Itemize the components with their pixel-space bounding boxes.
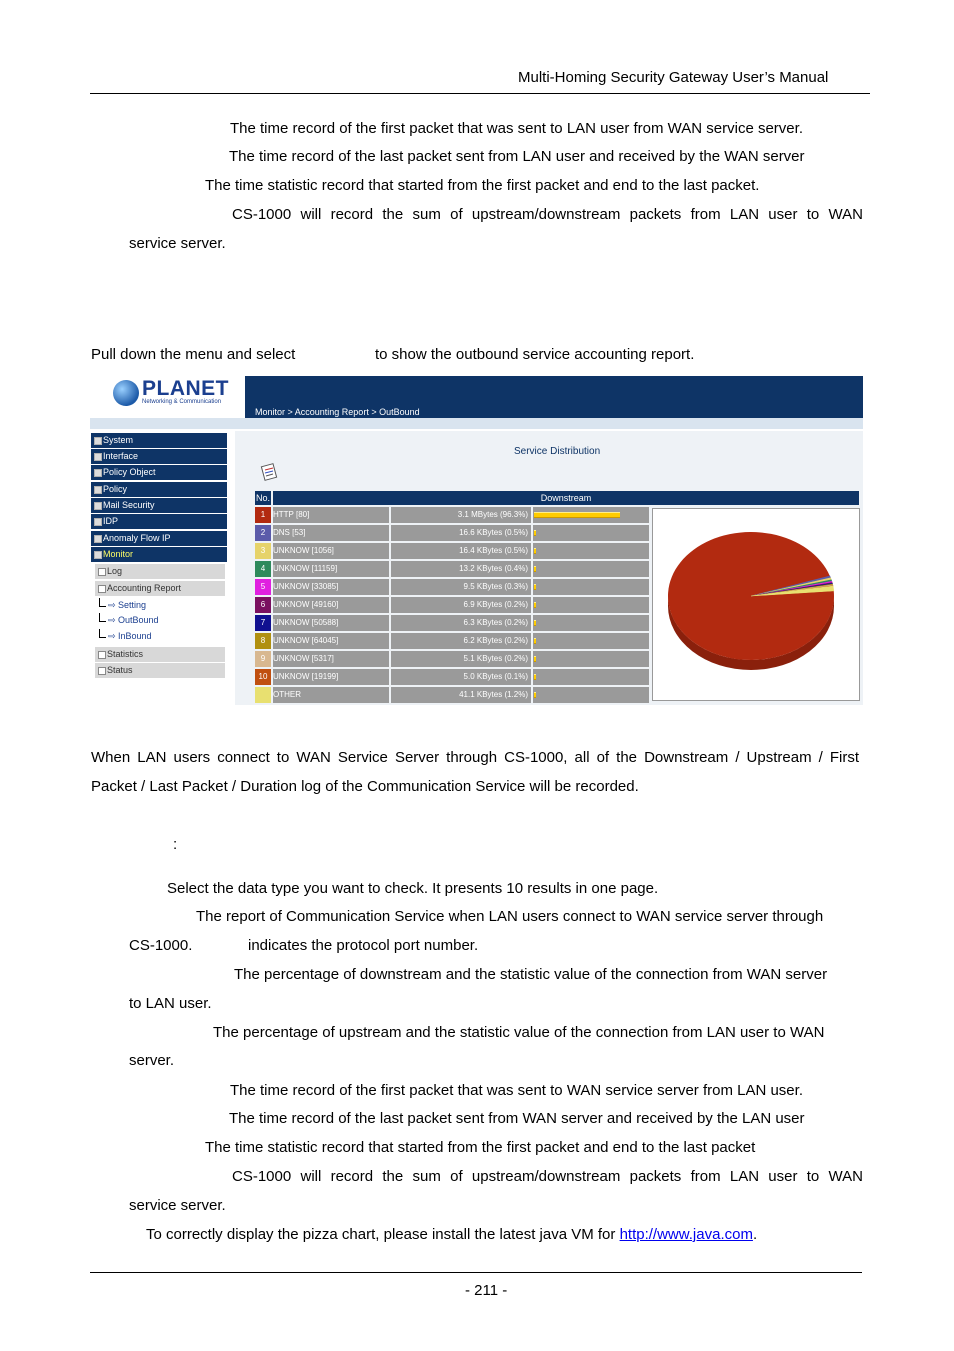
percentage-bar-cell bbox=[533, 669, 649, 685]
paragraph-line: service server. bbox=[129, 1197, 226, 1214]
collapse-icon bbox=[98, 585, 106, 593]
downstream-value: 5.1 KBytes (0.2%) bbox=[391, 651, 531, 667]
instruction-after: to show the outbound service accounting report. bbox=[375, 346, 695, 363]
paragraph-line: indicates the protocol port number. bbox=[248, 937, 479, 954]
submenu-accounting-report[interactable] bbox=[95, 581, 225, 596]
sidebar-item-label: Interface bbox=[103, 451, 139, 461]
logo-tagline: Networking & Communication bbox=[142, 399, 222, 405]
paragraph-line: The time record of the first packet that was sent to WAN service server from LAN user. bbox=[230, 1082, 803, 1099]
percentage-bar bbox=[534, 602, 536, 608]
logo bbox=[90, 376, 243, 418]
column-header-downstream: Downstream bbox=[273, 491, 859, 505]
percentage-bar bbox=[534, 674, 536, 680]
downstream-value: 16.6 KBytes (0.5%) bbox=[391, 525, 531, 541]
note-text: To correctly display the pizza chart, please install the latest java VM for bbox=[146, 1226, 616, 1243]
sidebar-item-policy[interactable] bbox=[91, 482, 227, 497]
row-number bbox=[255, 687, 271, 703]
expand-icon bbox=[94, 469, 102, 477]
paragraph-line: The time statistic record that started from the first packet and end to the last packet bbox=[205, 1139, 756, 1156]
sidebar-item-monitor[interactable] bbox=[91, 547, 227, 562]
percentage-bar-cell bbox=[533, 543, 649, 559]
paragraph-line: : bbox=[173, 836, 178, 853]
service-name: UNKNOW [5317] bbox=[273, 651, 389, 667]
percentage-bar bbox=[534, 656, 536, 662]
logo-wordmark: PLANET bbox=[142, 377, 229, 400]
percentage-bar bbox=[534, 620, 536, 626]
expand-icon bbox=[94, 518, 102, 526]
paragraph-line: The time record of the last packet sent from WAN server and received by the LAN user bbox=[229, 1110, 805, 1127]
sidebar-item-label: Anomaly Flow IP bbox=[103, 533, 171, 543]
downstream-value: 16.4 KBytes (0.5%) bbox=[391, 543, 531, 559]
arrow-right-icon: ⇨ bbox=[108, 600, 116, 610]
sidebar-item-label: Policy Object bbox=[103, 467, 156, 477]
paragraph-line: to LAN user. bbox=[129, 995, 212, 1012]
downstream-value: 6.2 KBytes (0.2%) bbox=[391, 633, 531, 649]
submenu-status[interactable] bbox=[95, 663, 225, 678]
percentage-bar-cell bbox=[533, 615, 649, 631]
submenu-label: Accounting Report bbox=[107, 583, 182, 593]
row-number: 7 bbox=[255, 615, 271, 631]
tree-connector bbox=[99, 629, 106, 638]
service-distribution-title: Service Distribution bbox=[514, 446, 601, 457]
row-number: 2 bbox=[255, 525, 271, 541]
expand-icon bbox=[98, 651, 106, 659]
footer-divider bbox=[90, 1272, 862, 1273]
sidebar-item-label: Policy bbox=[103, 484, 128, 494]
percentage-bar-cell bbox=[533, 525, 649, 541]
paragraph-line: Packet / Last Packet / Duration log of the Communication Service will be recorded. bbox=[91, 778, 639, 795]
expand-icon bbox=[94, 453, 102, 461]
service-name: UNKNOW [64045] bbox=[273, 633, 389, 649]
submenu-log[interactable] bbox=[95, 564, 225, 579]
row-number: 3 bbox=[255, 543, 271, 559]
paragraph-line: The percentage of downstream and the statistic value of the connection from WAN server bbox=[234, 966, 828, 983]
percentage-bar bbox=[534, 548, 536, 554]
paragraph-line: CS-1000 will record the sum of upstream/downstream packets from LAN user to WAN bbox=[232, 1168, 863, 1185]
sidebar-item-label: Mail Security bbox=[103, 500, 155, 510]
pie-chart-panel bbox=[652, 508, 860, 701]
sidebar-item-label: Monitor bbox=[103, 549, 134, 559]
paragraph-line: server. bbox=[129, 1052, 175, 1069]
header-divider bbox=[90, 93, 870, 94]
downstream-value: 6.3 KBytes (0.2%) bbox=[391, 615, 531, 631]
submenu-statistics[interactable] bbox=[95, 647, 225, 662]
banner-strip bbox=[90, 418, 863, 429]
pie-chart bbox=[653, 509, 859, 700]
report-icon bbox=[260, 463, 278, 481]
percentage-bar bbox=[534, 692, 536, 698]
row-number: 6 bbox=[255, 597, 271, 613]
row-number: 4 bbox=[255, 561, 271, 577]
sidebar-item-anomaly-flow-ip[interactable] bbox=[91, 531, 227, 546]
leaf-label: Setting bbox=[118, 600, 147, 610]
instruction-before: Pull down the menu and select bbox=[91, 346, 296, 363]
row-number: 10 bbox=[255, 669, 271, 685]
paragraph-line: The time record of the first packet that was sent to LAN user from WAN service server. bbox=[230, 120, 803, 137]
row-number: 8 bbox=[255, 633, 271, 649]
sidebar-item-idp[interactable] bbox=[91, 514, 227, 529]
sidebar-item-label: IDP bbox=[103, 516, 119, 526]
breadcrumb: Monitor > Accounting Report > OutBound bbox=[255, 407, 420, 417]
row-number: 1 bbox=[255, 507, 271, 523]
percentage-bar bbox=[534, 584, 536, 590]
column-header-no: No. bbox=[255, 493, 270, 503]
arrow-right-icon: ⇨ bbox=[108, 631, 116, 641]
leaf-label: OutBound bbox=[118, 615, 159, 625]
tree-connector bbox=[99, 613, 106, 622]
service-name: DNS [53] bbox=[273, 525, 389, 541]
service-name: UNKNOW [33085] bbox=[273, 579, 389, 595]
globe-icon bbox=[113, 380, 139, 406]
sidebar-item-mail-security[interactable] bbox=[91, 498, 227, 513]
sidebar-item-policy-object[interactable] bbox=[91, 465, 227, 480]
expand-icon bbox=[94, 486, 102, 494]
paragraph-line: CS-1000. bbox=[129, 937, 193, 954]
service-name: UNKNOW [49160] bbox=[273, 597, 389, 613]
expand-icon bbox=[94, 535, 102, 543]
sidebar-item-system[interactable] bbox=[91, 433, 227, 448]
service-name: UNKNOW [19199] bbox=[273, 669, 389, 685]
sidebar-item-label: System bbox=[103, 435, 134, 445]
service-name: UNKNOW [1056] bbox=[273, 543, 389, 559]
paragraph-line: When LAN users connect to WAN Service Server through CS-1000, all of the Downstream / Upstream / First bbox=[91, 749, 859, 766]
percentage-bar bbox=[534, 530, 536, 536]
tree-connector bbox=[99, 598, 106, 607]
percentage-bar-cell bbox=[533, 633, 649, 649]
service-name: UNKNOW [11159] bbox=[273, 561, 389, 577]
expand-icon bbox=[94, 437, 102, 445]
paragraph-line: service server. bbox=[129, 235, 226, 252]
paragraph-line: The time statistic record that started from the first packet and end to the last packet. bbox=[205, 177, 760, 194]
service-name: HTTP [80] bbox=[273, 507, 389, 523]
downstream-value: 41.1 KBytes (1.2%) bbox=[391, 687, 531, 703]
paragraph-line: Select the data type you want to check. It presents 10 results in one page. bbox=[167, 880, 659, 897]
percentage-bar bbox=[534, 566, 536, 572]
paragraph-line: The report of Communication Service when LAN users connect to WAN service server through bbox=[196, 908, 824, 925]
percentage-bar-cell bbox=[533, 561, 649, 577]
paragraph-line: CS-1000 will record the sum of upstream/downstream packets from LAN user to WAN bbox=[232, 206, 863, 223]
java-link[interactable]: http://www.java.com bbox=[619, 1226, 753, 1243]
submenu-label: Log bbox=[107, 566, 123, 576]
percentage-bar-cell bbox=[533, 579, 649, 595]
manual-title: Multi-Homing Security Gateway User’s Manual bbox=[518, 69, 829, 86]
expand-icon bbox=[94, 502, 102, 510]
downstream-value: 5.0 KBytes (0.1%) bbox=[391, 669, 531, 685]
downstream-value: 3.1 MBytes (96.3%) bbox=[391, 507, 531, 523]
row-number: 5 bbox=[255, 579, 271, 595]
title-banner bbox=[245, 376, 863, 418]
service-name: OTHER bbox=[273, 687, 389, 703]
ui-screenshot bbox=[90, 376, 863, 705]
sidebar-item-interface[interactable] bbox=[91, 449, 227, 464]
service-name: UNKNOW [50588] bbox=[273, 615, 389, 631]
submenu-label: Status bbox=[107, 665, 133, 675]
percentage-bar bbox=[534, 512, 620, 518]
percentage-bar-cell bbox=[533, 507, 649, 523]
downstream-value: 13.2 KBytes (0.4%) bbox=[391, 561, 531, 577]
collapse-icon bbox=[94, 551, 102, 559]
page-number: - 211 - bbox=[465, 1282, 508, 1299]
expand-icon bbox=[98, 667, 106, 675]
java-note bbox=[146, 1226, 757, 1244]
paragraph-line: The time record of the last packet sent from LAN user and received by the WAN server bbox=[229, 148, 805, 165]
downstream-value: 9.5 KBytes (0.3%) bbox=[391, 579, 531, 595]
note-end: . bbox=[752, 1226, 758, 1243]
leaf-label: InBound bbox=[118, 631, 152, 641]
paragraph-line: The percentage of upstream and the statistic value of the connection from LAN user to WAN bbox=[213, 1024, 825, 1041]
percentage-bar-cell bbox=[533, 687, 649, 703]
row-number: 9 bbox=[255, 651, 271, 667]
submenu-label: Statistics bbox=[107, 649, 144, 659]
percentage-bar-cell bbox=[533, 597, 649, 613]
expand-icon bbox=[98, 568, 106, 576]
downstream-value: 6.9 KBytes (0.2%) bbox=[391, 597, 531, 613]
arrow-right-icon: ⇨ bbox=[108, 615, 116, 625]
percentage-bar-cell bbox=[533, 651, 649, 667]
percentage-bar bbox=[534, 638, 536, 644]
